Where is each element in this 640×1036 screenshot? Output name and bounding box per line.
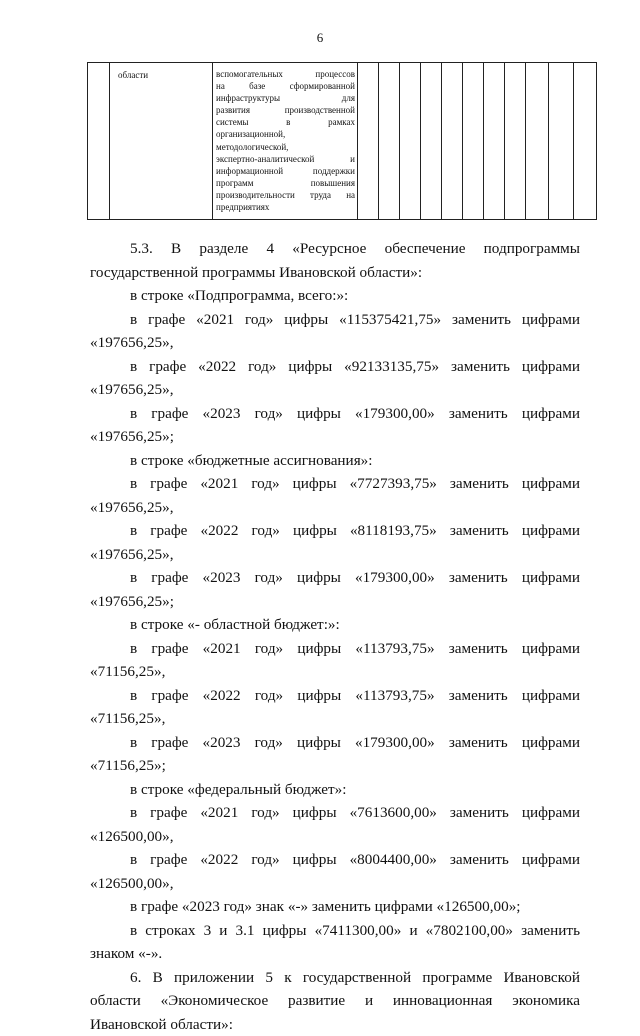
paragraph-line: в строке «бюджетные ассигнования»: xyxy=(90,449,580,473)
description-line: программ повышения xyxy=(216,177,355,189)
paragraph-line: в строках 3 и 3.1 цифры «7411300,00» и «7802100,00» заменить xyxy=(90,919,580,943)
paragraph-line: в графе «2023 год» цифры «179300,00» заменить цифрами xyxy=(90,402,580,426)
description-line: методологической, xyxy=(216,141,355,153)
description-line: организационной, xyxy=(216,128,355,140)
paragraph-line: «197656,25», xyxy=(90,496,580,520)
description-line: развития производственной xyxy=(216,104,355,116)
paragraph-line: в графе «2022 год» цифры «8118193,75» заменить цифрами xyxy=(90,519,580,543)
paragraph-line: области «Экономическое развитие и инновационная экономика xyxy=(90,989,580,1013)
paragraph-line: в графе «2021 год» цифры «115375421,75» заменить цифрами xyxy=(90,308,580,332)
page-number: 6 xyxy=(0,30,640,46)
table-cell xyxy=(463,63,484,220)
description-line: на базе сформированной xyxy=(216,80,355,92)
table-cell xyxy=(88,63,110,220)
paragraph-line: «197656,25»; xyxy=(90,425,580,449)
table-cell xyxy=(505,63,526,220)
description-line: инфраструктуры для xyxy=(216,92,355,104)
table-cell xyxy=(400,63,421,220)
region-text: области xyxy=(118,70,148,80)
paragraph-line: знаком «-». xyxy=(90,942,580,966)
document-body xyxy=(90,237,580,1036)
paragraph-line: «71156,25»; xyxy=(90,754,580,778)
description-cell xyxy=(213,63,358,220)
description-line: системы в рамках xyxy=(216,116,355,128)
table-cell xyxy=(442,63,463,220)
table-cell xyxy=(421,63,442,220)
paragraph-line: в графе «2023 год» цифры «179300,00» заменить цифрами xyxy=(90,566,580,590)
paragraph-line: в графе «2021 год» цифры «7613600,00» заменить цифрами xyxy=(90,801,580,825)
paragraph-line: в строке «- областной бюджет:»: xyxy=(90,613,580,637)
paragraph-line: 6. В приложении 5 к государственной программе Ивановской xyxy=(90,966,580,990)
description-line: производительности труда на xyxy=(216,189,355,201)
paragraph-line: в графе «2021 год» цифры «7727393,75» заменить цифрами xyxy=(90,472,580,496)
paragraph-line: в графе «2023 год» знак «-» заменить цифрами «126500,00»; xyxy=(90,895,580,919)
paragraph-line: «197656,25», xyxy=(90,378,580,402)
table-cell xyxy=(484,63,505,220)
paragraph-line: в графе «2021 год» цифры «113793,75» заменить цифрами xyxy=(90,637,580,661)
description-line: экспертно-аналитической и xyxy=(216,153,355,165)
paragraph-line: «126500,00», xyxy=(90,825,580,849)
table-cell xyxy=(549,63,574,220)
description-line: информационной поддержки xyxy=(216,165,355,177)
paragraph-line: «197656,25», xyxy=(90,543,580,567)
table-cell xyxy=(379,63,400,220)
paragraph-line: государственной программы Ивановской области»: xyxy=(90,261,580,285)
table-cell xyxy=(574,63,597,220)
paragraph-line: в графе «2022 год» цифры «113793,75» заменить цифрами xyxy=(90,684,580,708)
table-cell xyxy=(526,63,549,220)
paragraph-line: «197656,25»; xyxy=(90,590,580,614)
table-cell xyxy=(358,63,379,220)
paragraph-line: в графе «2022 год» цифры «92133135,75» заменить цифрами xyxy=(90,355,580,379)
program-table-fragment xyxy=(87,62,597,220)
region-cell xyxy=(110,63,213,220)
paragraph-line: 5.3. В разделе 4 «Ресурсное обеспечение подпрограммы xyxy=(90,237,580,261)
paragraph-line: в строке «федеральный бюджет»: xyxy=(90,778,580,802)
paragraph-line: «71156,25», xyxy=(90,660,580,684)
paragraph-line: «197656,25», xyxy=(90,331,580,355)
paragraph-line: «71156,25», xyxy=(90,707,580,731)
paragraph-line: в графе «2023 год» цифры «179300,00» заменить цифрами xyxy=(90,731,580,755)
paragraph-line: в строке «Подпрограмма, всего:»: xyxy=(90,284,580,308)
paragraph-line: в графе «2022 год» цифры «8004400,00» заменить цифрами xyxy=(90,848,580,872)
paragraph-line: «126500,00», xyxy=(90,872,580,896)
description-line: вспомогательных процессов xyxy=(216,68,355,80)
description-line: предприятиях xyxy=(216,201,355,213)
table-row xyxy=(88,63,597,220)
paragraph-line: Ивановской области»: xyxy=(90,1013,580,1036)
